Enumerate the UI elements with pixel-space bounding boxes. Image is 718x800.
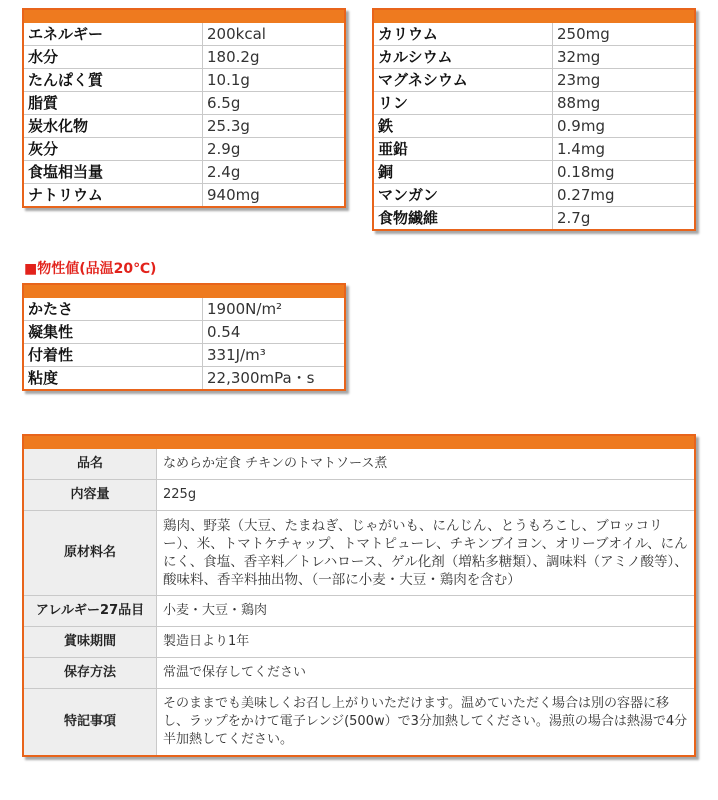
table-header-bar — [24, 10, 344, 23]
table-row — [24, 69, 344, 92]
row-label: 凝集性 — [24, 321, 203, 344]
table-row — [374, 161, 694, 184]
row-value: 6.5g — [203, 92, 345, 115]
row-label: 粘度 — [24, 367, 203, 390]
row-label: リン — [374, 92, 553, 115]
row-value: 23mg — [553, 69, 695, 92]
row-value: 250mg — [553, 23, 695, 46]
table-header-bar — [24, 285, 344, 298]
nutrition-table-right — [372, 8, 696, 231]
table-row — [24, 321, 344, 344]
ingredients-value: 鶏肉、野菜（大豆、たまねぎ、じゃがいも、にんじん、とうもろこし、ブロッコリー）、米、トマトケチャップ、トマトピューレ、チキンブイヨン、オリーブオイル、にんにく、食塩、香辛料／トレハロース、ゲル化剤（増粘多糖類）、調味料（アミノ酸等）、酸味料、香辛料抽出物、（一部に小麦・大豆・鶏肉を含む） — [157, 511, 695, 596]
row-label: 付着性 — [24, 344, 203, 367]
row-value: 1.4mg — [553, 138, 695, 161]
row-label: かたさ — [24, 298, 203, 321]
product-name-value: なめらか定食 チキンのトマトソース煮 — [157, 449, 695, 480]
row-label: 鉄 — [374, 115, 553, 138]
ingredients-label: 原材料名 — [24, 511, 157, 596]
row-label: たんぱく質 — [24, 69, 203, 92]
table-row — [24, 480, 694, 511]
storage-label: 保存方法 — [24, 658, 157, 689]
table-row — [374, 46, 694, 69]
nutrition-table-left — [22, 8, 346, 208]
table-row — [374, 92, 694, 115]
row-label: ナトリウム — [24, 184, 203, 207]
shelf-life-value: 製造日より1年 — [157, 627, 695, 658]
content-value: 225g — [157, 480, 695, 511]
table-row — [374, 23, 694, 46]
table-row — [24, 184, 344, 207]
row-value: 1900N/m² — [203, 298, 345, 321]
row-label: エネルギー — [24, 23, 203, 46]
row-value: 331J/m³ — [203, 344, 345, 367]
content-label: 内容量 — [24, 480, 157, 511]
table-row — [24, 92, 344, 115]
row-value: 25.3g — [203, 115, 345, 138]
row-value: 180.2g — [203, 46, 345, 69]
notes-value: そのままでも美味しくお召し上がりいただけます。温めていただく場合は別の容器に移し、ラップをかけて電子レンジ(500w）で3分加熱してください。湯煎の場合は熱湯で4分半加熱してください。 — [157, 689, 695, 756]
product-table — [24, 449, 694, 755]
table-row — [24, 46, 344, 69]
table-row — [374, 138, 694, 161]
row-value: 32mg — [553, 46, 695, 69]
table-row — [24, 511, 694, 596]
product-info-table — [22, 434, 696, 757]
row-value: 88mg — [553, 92, 695, 115]
table-row — [24, 596, 694, 627]
row-label: マンガン — [374, 184, 553, 207]
row-label: 水分 — [24, 46, 203, 69]
row-value: 0.9mg — [553, 115, 695, 138]
row-value: 2.9g — [203, 138, 345, 161]
row-value: 10.1g — [203, 69, 345, 92]
table-row — [374, 184, 694, 207]
row-label: カリウム — [374, 23, 553, 46]
product-name-label: 品名 — [24, 449, 157, 480]
table-row — [24, 344, 344, 367]
row-label: 脂質 — [24, 92, 203, 115]
table-row — [24, 449, 694, 480]
table-row — [374, 69, 694, 92]
row-value: 940mg — [203, 184, 345, 207]
row-value: 0.54 — [203, 321, 345, 344]
table-row — [24, 138, 344, 161]
table-row — [24, 23, 344, 46]
nutrition-right-table — [374, 23, 694, 229]
row-label: マグネシウム — [374, 69, 553, 92]
allergen-value: 小麦・大豆・鶏肉 — [157, 596, 695, 627]
row-label: 炭水化物 — [24, 115, 203, 138]
table-header-bar — [374, 10, 694, 23]
row-label: カルシウム — [374, 46, 553, 69]
row-value: 0.18mg — [553, 161, 695, 184]
row-label: 銅 — [374, 161, 553, 184]
notes-label: 特記事項 — [24, 689, 157, 756]
nutrition-left-table — [24, 23, 344, 206]
row-label: 食物繊維 — [374, 207, 553, 230]
table-row — [374, 115, 694, 138]
row-label: 灰分 — [24, 138, 203, 161]
row-value: 200kcal — [203, 23, 345, 46]
table-row — [24, 298, 344, 321]
row-value: 22,300mPa・s — [203, 367, 345, 390]
storage-value: 常温で保存してください — [157, 658, 695, 689]
table-row — [374, 207, 694, 230]
table-header-bar — [24, 436, 694, 449]
row-label: 亜鉛 — [374, 138, 553, 161]
table-row — [24, 658, 694, 689]
row-value: 0.27mg — [553, 184, 695, 207]
table-row — [24, 161, 344, 184]
row-label: 食塩相当量 — [24, 161, 203, 184]
physical-properties-table — [22, 283, 346, 391]
table-row — [24, 627, 694, 658]
physical-table — [24, 298, 344, 389]
table-row — [24, 689, 694, 756]
shelf-life-label: 賞味期間 — [24, 627, 157, 658]
table-row — [24, 367, 344, 390]
table-row — [24, 115, 344, 138]
row-value: 2.4g — [203, 161, 345, 184]
allergen-label: アレルギー27品目 — [24, 596, 157, 627]
physical-properties-title: ■物性値(品温20℃) — [24, 261, 157, 277]
row-value: 2.7g — [553, 207, 695, 230]
